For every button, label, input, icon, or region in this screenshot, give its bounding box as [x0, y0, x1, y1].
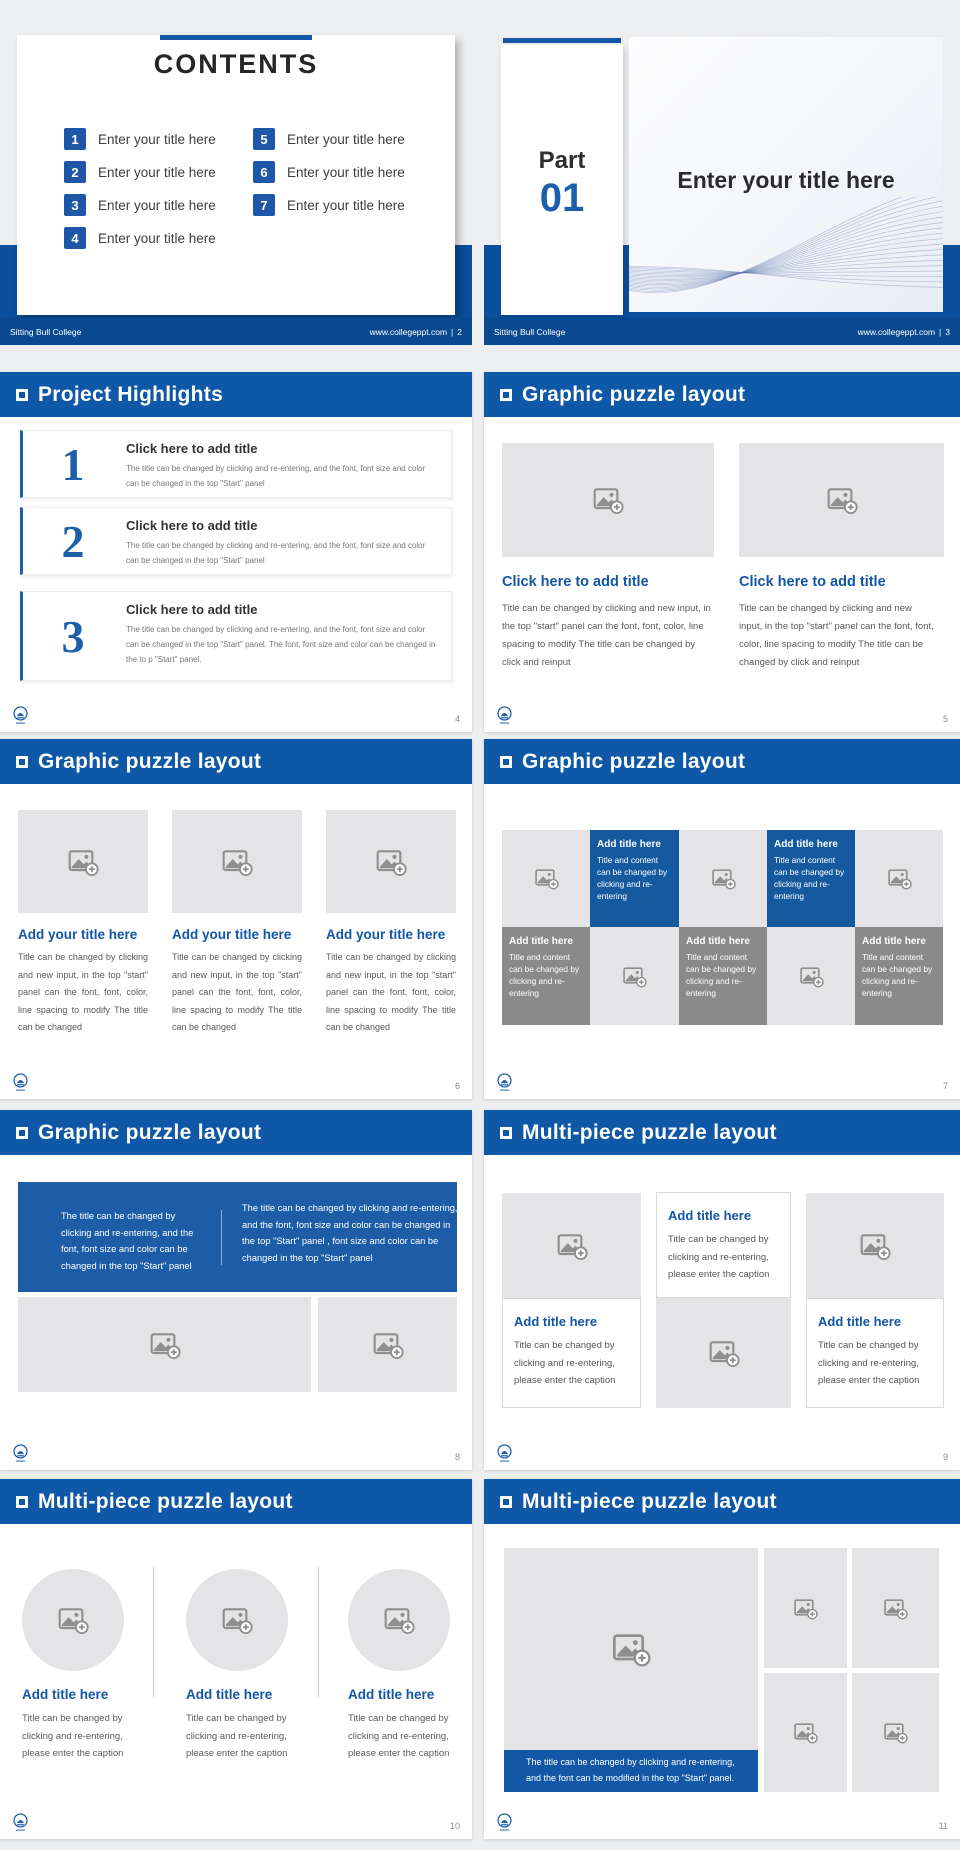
slide-header [0, 1479, 472, 1524]
insert-picture-icon [221, 846, 253, 878]
tile-body: Title and content can be changed by clicking and re-entering [862, 952, 933, 999]
insert-picture-icon [592, 484, 624, 516]
college-logo [496, 1072, 513, 1094]
image-placeholder [679, 830, 767, 927]
highlight-title: Click here to add title [126, 441, 258, 456]
toc-label: Enter your title here [287, 131, 405, 147]
insert-picture-icon [826, 484, 858, 516]
footer-page-number: 2 [457, 326, 462, 337]
slide-multi-piece-1[interactable] [484, 1110, 960, 1470]
caption-box [806, 1298, 944, 1408]
column-title: Add title here [22, 1687, 109, 1702]
page-number: 5 [942, 714, 948, 724]
toc-label: Enter your title here [98, 197, 216, 213]
image-caption-bar [504, 1750, 758, 1792]
grid-text-tile [502, 927, 590, 1025]
part-ribbon [503, 38, 621, 43]
toc-number-badge: 2 [64, 161, 86, 183]
highlight-item [20, 430, 452, 498]
image-placeholder [18, 810, 148, 913]
insert-picture-icon [708, 1337, 740, 1369]
title-ribbon [160, 35, 312, 40]
slide-graphic-puzzle-3[interactable] [0, 739, 472, 1099]
column-title: Add your title here [326, 927, 446, 942]
image-placeholder [326, 810, 456, 913]
caption-title: Add title here [514, 1314, 598, 1329]
caption-box [502, 1298, 641, 1408]
insert-picture-icon [799, 964, 824, 989]
toc-item [64, 128, 216, 150]
toc-label: Enter your title here [287, 164, 405, 180]
slide-header [0, 372, 472, 417]
toc-item [253, 161, 405, 183]
highlight-body: The title can be changed by clicking and re-entering, and the font, font size and color can be changed in the top "Start" panel [126, 464, 426, 489]
caption-title: Add title here [818, 1314, 902, 1329]
image-placeholder [767, 927, 855, 1025]
column-body: Title can be changed by clicking and new input, in the top "start" panel can the font, font, color, line spacing to modify The title can be changed by click and reinput [502, 603, 711, 669]
column-body: Title can be changed by clicking and new input, in the top "start" panel can the font, font, color, line spacing to modify The title can be changed [18, 952, 148, 1033]
toc-number-badge: 7 [253, 194, 275, 216]
image-placeholder [806, 1193, 944, 1298]
footer-college: Sitting Bull College [494, 326, 566, 337]
image-placeholder [504, 1548, 758, 1750]
part-card [501, 45, 623, 315]
insert-picture-icon [372, 1329, 404, 1361]
grid-text-tile [590, 830, 679, 927]
highlight-item [20, 507, 452, 575]
column-body: Title can be changed by clicking and new input, in the top "start" panel can the font, font, color, line spacing to modify The title can be changed [326, 952, 456, 1033]
toc-number-badge: 6 [253, 161, 275, 183]
college-logo [12, 1443, 29, 1465]
slide-header-title: Graphic puzzle layout [522, 382, 746, 406]
insert-picture-icon [711, 866, 736, 891]
column-body: Title can be changed by clicking and re-entering, please enter the caption [22, 1713, 124, 1760]
slide-header-title: Multi-piece puzzle layout [522, 1120, 777, 1144]
image-placeholder [855, 830, 943, 927]
image-placeholder [348, 1569, 450, 1671]
insert-picture-icon [883, 1720, 908, 1745]
image-placeholder [590, 927, 679, 1025]
insert-picture-icon [859, 1230, 891, 1262]
slide-header-title: Project Highlights [38, 382, 224, 406]
insert-picture-icon [887, 866, 912, 891]
slide-header-title: Graphic puzzle layout [38, 749, 262, 773]
toc-number-badge: 1 [64, 128, 86, 150]
college-logo [496, 1812, 513, 1834]
column-title: Click here to add title [739, 574, 886, 590]
column-divider [153, 1567, 154, 1697]
slide-header [0, 1110, 472, 1155]
insert-picture-icon [67, 846, 99, 878]
caption-body: Title can be changed by clicking and re-entering, please enter the caption [514, 1340, 616, 1387]
college-logo [496, 1443, 513, 1465]
insert-picture-icon [57, 1604, 89, 1636]
slide-header [484, 1479, 960, 1524]
column-divider [318, 1567, 319, 1697]
page-number: 6 [454, 1081, 460, 1091]
insert-picture-icon [883, 1596, 908, 1621]
slide-multi-piece-2[interactable] [0, 1479, 472, 1839]
toc-item [64, 194, 216, 216]
slide-footer [0, 318, 472, 345]
column-body: Title can be changed by clicking and new input, in the top "start" panel can the font, font, color, line spacing to modify The title can be changed by click and reinput [739, 603, 934, 669]
tile-title: Add title here [509, 936, 573, 947]
highlight-title: Click here to add title [126, 602, 258, 617]
image-placeholder [852, 1673, 939, 1792]
toc-label: Enter your title here [98, 230, 216, 246]
highlight-item [20, 591, 452, 681]
slide-header [484, 372, 960, 417]
blue-text-band [18, 1182, 457, 1292]
grid-text-tile [679, 927, 767, 1025]
slide-contents[interactable] [0, 0, 472, 345]
slide-multi-piece-3[interactable] [484, 1479, 960, 1839]
highlight-body: The title can be changed by clicking and re-entering, and the font, font size and color can be changed in the top "Start" panel [126, 541, 426, 566]
slide-part-divider[interactable] [484, 0, 960, 345]
toc-number-badge: 3 [64, 194, 86, 216]
toc-item [64, 161, 216, 183]
footer-separator: | [939, 326, 942, 337]
highlight-number: 1 [61, 438, 85, 490]
footer-page-number: 3 [945, 326, 950, 337]
band-divider [221, 1210, 222, 1265]
toc-item [253, 194, 405, 216]
slide-header [484, 1110, 960, 1155]
grid-text-tile [767, 830, 855, 927]
square-bullet-icon [16, 1127, 28, 1139]
slide-header-title: Graphic puzzle layout [522, 749, 746, 773]
square-bullet-icon [500, 1127, 512, 1139]
image-placeholder [172, 810, 302, 913]
band-text-left: The title can be changed by clicking and re-entering, and the font, font size and color can be changed in the top "Start" panel [61, 1211, 194, 1272]
square-bullet-icon [500, 389, 512, 401]
college-logo [496, 705, 513, 727]
image-placeholder [739, 443, 944, 557]
tile-title: Add title here [686, 936, 750, 947]
swoosh-decoration [629, 197, 943, 312]
band-text-right: The title can be changed by clicking and re-entering, and the font, font size and color can be changed in the top "Start" panel , font size and color can be changed in the top "Start" panel [242, 1203, 458, 1264]
page-number: 7 [942, 1081, 948, 1091]
slide-header-title: Graphic puzzle layout [38, 1120, 262, 1144]
slide-graphic-puzzle-grid[interactable] [484, 739, 960, 1099]
image-placeholder [764, 1673, 847, 1792]
insert-picture-icon [556, 1230, 588, 1262]
image-placeholder [318, 1297, 457, 1392]
square-bullet-icon [16, 389, 28, 401]
image-placeholder [22, 1569, 124, 1671]
slide-header [484, 739, 960, 784]
slide-header [0, 739, 472, 784]
part-title-panel [629, 37, 943, 312]
contents-title: CONTENTS [153, 49, 319, 79]
page-number: 4 [454, 714, 460, 724]
insert-picture-icon [375, 846, 407, 878]
image-placeholder [764, 1548, 847, 1668]
slide-header-title: Multi-piece puzzle layout [38, 1489, 293, 1513]
square-bullet-icon [16, 756, 28, 768]
slide-graphic-puzzle-2[interactable] [484, 372, 960, 732]
caption-title: Add title here [668, 1208, 752, 1223]
college-logo [12, 705, 29, 727]
column-title: Add title here [186, 1687, 273, 1702]
tile-body: Title and content can be changed by clicking and re-entering [774, 855, 845, 902]
highlight-title: Click here to add title [126, 518, 258, 533]
image-placeholder [656, 1298, 791, 1408]
image-placeholder [186, 1569, 288, 1671]
footer-college: Sitting Bull College [10, 326, 82, 337]
insert-picture-icon [383, 1604, 415, 1636]
footer-site: www.collegeppt.com [857, 326, 936, 337]
page-number: 8 [454, 1452, 460, 1462]
toc-item [64, 227, 216, 249]
toc-item [253, 128, 405, 150]
caption-text: The title can be changed by clicking and re-entering, and the font can be modified in the top "Start" panel. [526, 1757, 735, 1783]
image-placeholder [18, 1297, 311, 1392]
column-title: Add your title here [18, 927, 138, 942]
page-number: 11 [938, 1821, 948, 1831]
column-body: Title can be changed by clicking and re-entering, please enter the caption [186, 1713, 288, 1760]
column-title: Click here to add title [502, 574, 649, 590]
part-label: Part [538, 147, 586, 174]
college-logo [12, 1072, 29, 1094]
page-number: 9 [942, 1452, 948, 1462]
footer-separator: | [451, 326, 454, 337]
footer-site: www.collegeppt.com [369, 326, 448, 337]
tile-body: Title and content can be changed by clicking and re-entering [509, 952, 580, 999]
insert-picture-icon [221, 1604, 253, 1636]
column-body: Title can be changed by clicking and re-entering, please enter the caption [348, 1713, 450, 1760]
slide-header-title: Multi-piece puzzle layout [522, 1489, 777, 1513]
image-placeholder [852, 1548, 939, 1668]
insert-picture-icon [611, 1629, 651, 1669]
caption-body: Title can be changed by clicking and re-entering, please enter the caption [818, 1340, 920, 1387]
tile-title: Add title here [597, 839, 661, 850]
toc-label: Enter your title here [98, 164, 216, 180]
insert-picture-icon [534, 866, 559, 891]
part-number: 01 [539, 176, 585, 220]
highlight-body: The title can be changed by clicking and re-entering, and the font, font size and color can be changed in the top "Start" panel. The font, font size and color can be changed in the to p "Start" panel. [126, 625, 436, 665]
tile-body: Title and content can be changed by clicking and re-entering [686, 952, 757, 999]
slide-footer [484, 318, 960, 345]
tile-body: Title and content can be changed by clicking and re-entering [597, 855, 668, 902]
slide-project-highlights[interactable] [0, 372, 472, 732]
image-placeholder [502, 1193, 641, 1298]
highlight-number: 3 [61, 610, 85, 662]
image-placeholder [502, 443, 714, 557]
square-bullet-icon [500, 1496, 512, 1508]
insert-picture-icon [622, 964, 647, 989]
toc-label: Enter your title here [287, 197, 405, 213]
page-number: 10 [449, 1821, 460, 1831]
toc-label: Enter your title here [98, 131, 216, 147]
highlight-number: 2 [61, 515, 85, 567]
column-title: Add title here [348, 1687, 435, 1702]
caption-box [656, 1192, 791, 1298]
caption-body: Title can be changed by clicking and re-entering, please enter the caption [668, 1234, 770, 1281]
grid-text-tile [855, 927, 943, 1025]
insert-picture-icon [149, 1329, 181, 1361]
insert-picture-icon [793, 1596, 818, 1621]
tile-title: Add title here [862, 936, 926, 947]
slide-graphic-puzzle-band[interactable] [0, 1110, 472, 1470]
square-bullet-icon [500, 756, 512, 768]
college-logo [12, 1812, 29, 1834]
contents-card [17, 35, 455, 315]
part-title: Enter your title here [677, 167, 895, 193]
column-body: Title can be changed by clicking and new input, in the top "start" panel can the font, font, color, line spacing to modify The title can be changed [172, 952, 302, 1033]
image-placeholder [502, 830, 590, 927]
column-title: Add your title here [172, 927, 292, 942]
toc-number-badge: 4 [64, 227, 86, 249]
toc-number-badge: 5 [253, 128, 275, 150]
square-bullet-icon [16, 1496, 28, 1508]
insert-picture-icon [793, 1720, 818, 1745]
tile-title: Add title here [774, 839, 838, 850]
